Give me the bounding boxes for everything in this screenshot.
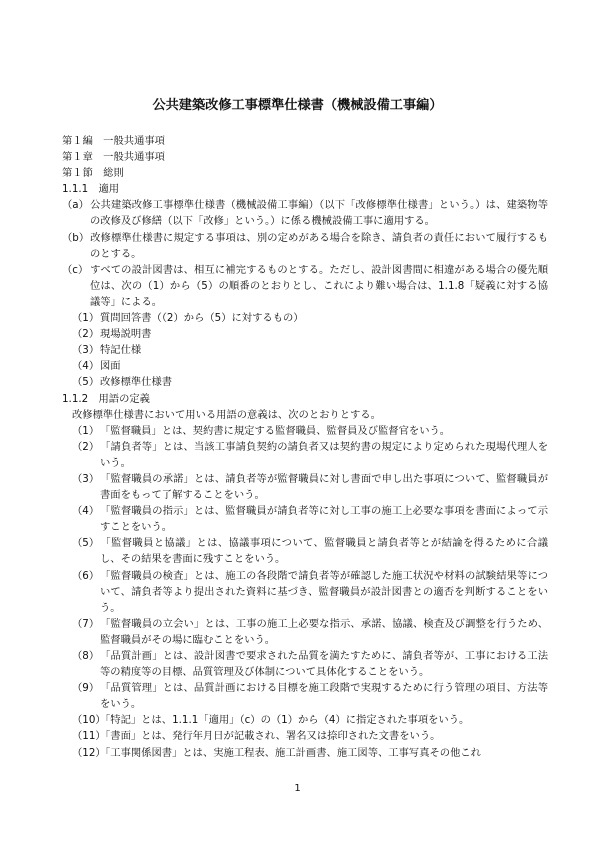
item-marker: （2） bbox=[72, 440, 100, 453]
clause-1-1-1-items bbox=[62, 197, 548, 310]
definitions-list bbox=[62, 423, 548, 761]
clause-item bbox=[62, 197, 548, 229]
definition-item bbox=[62, 535, 548, 567]
definition-item bbox=[62, 616, 548, 648]
item-marker: （6） bbox=[72, 569, 100, 582]
definition-item bbox=[62, 680, 548, 712]
part-heading: 第１編 一般共通事項 bbox=[62, 135, 165, 147]
item-text: 「書面」とは、発行年月日が記載され、署名又は捺印された文書をいう。 bbox=[100, 730, 441, 743]
priority-item bbox=[62, 310, 548, 326]
priority-item bbox=[62, 374, 548, 390]
item-marker: （c） bbox=[62, 263, 89, 276]
item-marker: （9） bbox=[72, 682, 100, 695]
item-text: 「監督職員の検査」とは、施工の各段階で請負者等が確認した施工状況や材料の試験結果等について、請負者等より提出された資料に基づき、監督職員が設計図書との適否を判断することをいう。 bbox=[100, 569, 548, 614]
item-text: 「品質管理」とは、品質計画における目標を施工段階で実現するために行う管理の項目、方法等をいう。 bbox=[100, 682, 548, 711]
definition-item bbox=[62, 423, 548, 439]
definition-item bbox=[62, 745, 548, 761]
document-body bbox=[62, 133, 548, 761]
item-text: 「監督職員と協議」とは、協議事項について、監督職員と請負者等とが結論を得るために合議し、その結果を書面に残すことをいう。 bbox=[100, 537, 548, 566]
priority-list bbox=[62, 310, 548, 390]
definition-item bbox=[62, 439, 548, 471]
item-marker: （4） bbox=[72, 360, 100, 373]
item-marker: （4） bbox=[72, 505, 100, 518]
item-marker: （7） bbox=[72, 617, 100, 630]
definition-item bbox=[62, 471, 548, 503]
clause-heading-1-1-1: 1.1.1 適用 bbox=[62, 183, 120, 196]
clause-item bbox=[62, 262, 548, 310]
item-text: 特記仕様 bbox=[100, 344, 142, 357]
section-heading: 第１節 総則 bbox=[62, 167, 124, 180]
clause-item bbox=[62, 230, 548, 262]
item-marker: （2） bbox=[72, 328, 100, 341]
item-marker: （12） bbox=[72, 746, 106, 759]
item-marker: （a） bbox=[62, 199, 89, 212]
priority-item bbox=[62, 342, 548, 358]
item-text: 「監督職員」とは、契約書に規定する監督職員、監督員及び監督官をいう。 bbox=[100, 424, 451, 437]
item-marker: （1） bbox=[72, 424, 100, 437]
item-text: 改修標準仕様書 bbox=[100, 376, 173, 389]
definition-item bbox=[62, 712, 548, 728]
item-text: 公共建築改修工事標準仕様書（機械設備工事編）（以下「改修標準仕様書」という。）は、建築物等の改修及び修繕（以下「改修」という。）に係る機械設備工事に適用する。 bbox=[90, 199, 548, 228]
item-text: 「請負者等」とは、当該工事請負契約の請負者又は契約書の規定により定められた現場代理人をいう。 bbox=[100, 440, 548, 469]
item-marker: （5） bbox=[72, 376, 100, 389]
definitions-lead: 改修標準仕様書において用いる用語の意義は、次のとおりとする。 bbox=[72, 408, 381, 421]
definition-item bbox=[62, 503, 548, 535]
definition-item bbox=[62, 568, 548, 616]
definition-item bbox=[62, 728, 548, 744]
item-marker: （5） bbox=[72, 537, 100, 550]
page-number: 1 bbox=[294, 783, 301, 794]
item-text: 「工事関係図書」とは、実施工程表、施工計画書、施工図等、工事写真その他これ bbox=[100, 746, 481, 759]
item-text: 現場説明書 bbox=[100, 328, 152, 341]
item-marker: （11） bbox=[72, 730, 106, 743]
item-marker: （10） bbox=[72, 714, 106, 727]
item-text: 図面 bbox=[100, 360, 121, 373]
item-text: すべての設計図書は、相互に補完するものとする。ただし、設計図書間に相違がある場合の優先順位は、次の（1）から（5）の順番のとおりとし、これにより難い場合は、1.1.8「疑義に対する協議等」による。 bbox=[90, 263, 548, 308]
priority-item bbox=[62, 326, 548, 342]
item-marker: （8） bbox=[72, 650, 100, 662]
item-marker: （1） bbox=[72, 312, 100, 325]
item-text: 質問回答書（（2）から（5）に対するもの） bbox=[100, 312, 304, 325]
item-text: 「監督職員の立会い」とは、工事の施工上必要な指示、承諾、協議、検査及び調整を行うため、監督職員がその場に臨むことをいう。 bbox=[100, 617, 548, 646]
item-marker: （3） bbox=[72, 344, 100, 357]
item-text: 「監督職員の承諾」とは、請負者等が監督職員に対し書面で申し出た事項について、監督職員が書面をもって了解することをいう。 bbox=[100, 472, 548, 502]
item-marker: （b） bbox=[62, 231, 90, 244]
clause-heading-1-1-2: 1.1.2 用語の定義 bbox=[62, 392, 150, 405]
definition-item bbox=[62, 648, 548, 680]
item-text: 「特記」とは、1.1.1「適用」（c）の（1）から（4）に指定された事項をいう。 bbox=[100, 714, 470, 727]
document-title: 公共建築改修工事標準仕様書（機械設備工事編） bbox=[152, 98, 443, 113]
priority-item bbox=[62, 358, 548, 374]
chapter-heading: 第１章 一般共通事項 bbox=[62, 151, 165, 164]
item-text: 改修標準仕様書に規定する事項は、別の定めがある場合を除き、請負者の責任において履行するものとする。 bbox=[90, 231, 548, 260]
item-text: 「品質計画」とは、設計図書で要求された品質を満たすために、請負者等が、工事における工法等の精度等の目標、品質管理及び体制について具体化することをいう。 bbox=[100, 650, 548, 679]
item-text: 「監督職員の指示」とは、監督職員が請負者等に対し工事の施工上必要な事項を書面によって示すことをいう。 bbox=[100, 505, 548, 534]
item-marker: （3） bbox=[72, 472, 100, 485]
